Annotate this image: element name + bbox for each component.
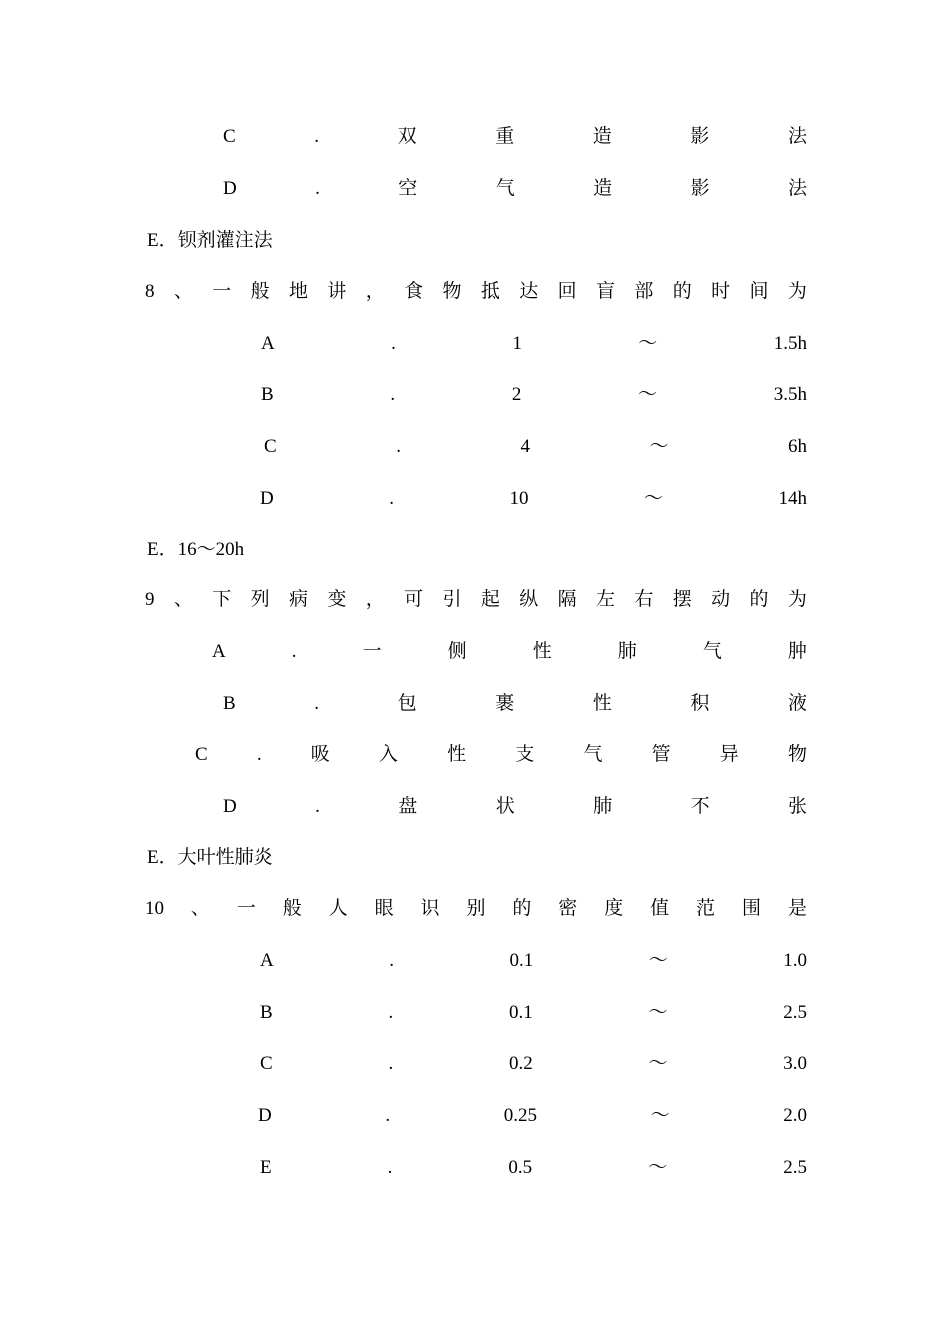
question-token: 变 — [327, 589, 347, 610]
question-token: 地 — [288, 281, 308, 302]
option-token: D — [258, 1105, 272, 1126]
option-token: 0.5 — [508, 1157, 533, 1178]
option-token: 吸 — [310, 744, 330, 765]
question-token: ， — [365, 281, 385, 302]
option-token: ～ — [649, 436, 669, 457]
question-token: 的 — [512, 898, 532, 919]
option-token: C — [195, 744, 208, 765]
question-token: 讲 — [327, 281, 347, 302]
question-token: 食 — [404, 281, 424, 302]
option-token: . — [390, 384, 396, 405]
question-line — [145, 894, 807, 924]
option-line — [260, 998, 807, 1028]
question-token: 的 — [749, 589, 769, 610]
option-token: E — [260, 1157, 272, 1178]
question-token: 般 — [282, 898, 302, 919]
option-text: E．钡剂灌注法 — [147, 230, 273, 251]
option-token: B — [261, 384, 274, 405]
question-token: 摆 — [672, 589, 692, 610]
option-token: . — [314, 693, 320, 714]
option-line — [261, 380, 807, 410]
option-token: B — [260, 1002, 273, 1023]
question-token: 一 — [236, 898, 256, 919]
option-token: . — [291, 641, 297, 662]
option-token: . — [315, 178, 320, 199]
question-token: 眼 — [374, 898, 394, 919]
option-token: . — [389, 950, 394, 971]
option-line — [147, 226, 273, 256]
option-token: 4 — [520, 436, 530, 457]
question-token: 达 — [519, 281, 539, 302]
option-token: 14h — [778, 488, 807, 509]
option-line — [147, 535, 244, 565]
option-token: 物 — [787, 744, 807, 765]
option-token: A — [260, 950, 274, 971]
option-token: 造 — [592, 126, 612, 147]
option-token: 0.25 — [503, 1105, 537, 1126]
option-token: D — [260, 488, 274, 509]
option-line — [223, 174, 807, 204]
question-token: 下 — [212, 589, 232, 610]
option-token: 1.0 — [783, 950, 807, 971]
option-line — [223, 792, 807, 822]
option-token: A — [261, 333, 275, 354]
option-token: 支 — [515, 744, 535, 765]
question-token: ， — [365, 589, 385, 610]
question-token: 起 — [480, 589, 500, 610]
question-token: 部 — [634, 281, 654, 302]
option-token: 造 — [593, 178, 613, 199]
option-token: 0.1 — [509, 950, 534, 971]
option-token: 盘 — [398, 796, 418, 817]
question-token: 病 — [288, 589, 308, 610]
option-token: 空 — [398, 178, 418, 199]
question-token: 9 — [145, 589, 155, 610]
option-token: 3.0 — [783, 1053, 807, 1074]
question-token: 右 — [634, 589, 654, 610]
option-token: 10 — [509, 488, 529, 509]
question-token: 度 — [604, 898, 624, 919]
question-token: 为 — [787, 281, 807, 302]
option-token: 不 — [690, 796, 710, 817]
question-token: 人 — [328, 898, 348, 919]
question-token: 盲 — [595, 281, 615, 302]
option-token: 影 — [690, 126, 710, 147]
option-line — [195, 740, 807, 770]
question-token: 值 — [650, 898, 670, 919]
question-token: 密 — [558, 898, 578, 919]
question-token: 物 — [442, 281, 462, 302]
option-line — [147, 843, 273, 873]
option-token: 影 — [690, 178, 710, 199]
question-token: 、 — [173, 281, 193, 302]
option-token: 0.1 — [508, 1002, 533, 1023]
option-token: D — [223, 178, 237, 199]
option-token: . — [396, 436, 401, 457]
option-token: 张 — [787, 796, 807, 817]
option-token: 6h — [787, 436, 807, 457]
option-text: E．16～20h — [147, 539, 245, 560]
question-token: 一 — [212, 281, 232, 302]
option-token: . — [256, 744, 262, 765]
option-token: . — [387, 1157, 393, 1178]
option-token: ～ — [648, 1157, 668, 1178]
option-token: ～ — [650, 1105, 670, 1126]
option-line — [223, 122, 807, 152]
option-token: 2.5 — [783, 1002, 807, 1023]
option-token: 2.5 — [783, 1157, 807, 1178]
option-token: 双 — [397, 126, 417, 147]
option-token: . — [391, 333, 396, 354]
question-token: 左 — [595, 589, 615, 610]
option-line — [260, 946, 807, 976]
question-token: 间 — [749, 281, 769, 302]
option-token: 气 — [702, 641, 722, 662]
option-line — [212, 637, 807, 667]
question-line — [145, 277, 807, 307]
option-text: E．大叶性肺炎 — [147, 847, 273, 868]
option-token: 状 — [495, 796, 515, 817]
question-token: 隔 — [557, 589, 577, 610]
option-token: ～ — [643, 488, 663, 509]
question-token: 纵 — [519, 589, 539, 610]
question-token: 、 — [190, 898, 210, 919]
option-token: 1.5h — [773, 333, 807, 354]
option-token: C — [223, 126, 236, 147]
option-token: 液 — [787, 693, 807, 714]
question-token: 可 — [404, 589, 424, 610]
option-token: . — [385, 1105, 391, 1126]
option-token: C — [260, 1053, 273, 1074]
option-token: 性 — [447, 744, 467, 765]
option-token: D — [223, 796, 237, 817]
question-token: 别 — [466, 898, 486, 919]
option-token: 裹 — [495, 693, 515, 714]
option-line — [261, 329, 807, 359]
option-line — [260, 484, 807, 514]
option-token: C — [264, 436, 277, 457]
question-line — [145, 585, 807, 615]
question-token: 般 — [250, 281, 270, 302]
option-token: 一 — [362, 641, 382, 662]
option-token: 包 — [397, 693, 417, 714]
option-token: A — [212, 641, 226, 662]
option-token: B — [223, 693, 236, 714]
option-token: ～ — [638, 333, 658, 354]
option-token: 2.0 — [783, 1105, 807, 1126]
option-token: 法 — [787, 178, 807, 199]
option-token: . — [389, 488, 394, 509]
option-token: 性 — [592, 693, 612, 714]
option-line — [264, 432, 807, 462]
option-token: ～ — [648, 1002, 668, 1023]
option-token: ～ — [638, 384, 658, 405]
option-token: 2 — [511, 384, 522, 405]
option-token: ～ — [648, 950, 668, 971]
question-token: 抵 — [480, 281, 500, 302]
question-token: 时 — [711, 281, 731, 302]
option-line — [260, 1049, 807, 1079]
option-token: 侧 — [447, 641, 467, 662]
option-line — [258, 1101, 807, 1131]
option-token: 法 — [787, 126, 807, 147]
question-token: 列 — [250, 589, 270, 610]
option-token: 3.5h — [773, 384, 807, 405]
option-token: . — [388, 1053, 394, 1074]
option-line — [223, 689, 807, 719]
question-token: 回 — [557, 281, 577, 302]
option-token: 积 — [690, 693, 710, 714]
option-line — [260, 1153, 807, 1183]
option-token: 肺 — [617, 641, 637, 662]
question-token: 的 — [672, 281, 692, 302]
question-token: 为 — [787, 589, 807, 610]
option-token: . — [314, 126, 320, 147]
question-token: 8 — [145, 281, 155, 302]
option-token: 管 — [651, 744, 671, 765]
question-token: 、 — [173, 589, 193, 610]
question-token: 是 — [787, 898, 807, 919]
option-token: 气 — [495, 178, 515, 199]
option-token: 异 — [719, 744, 739, 765]
option-token: 入 — [378, 744, 398, 765]
option-token: 1 — [512, 333, 522, 354]
option-token: . — [315, 796, 320, 817]
question-token: 识 — [420, 898, 440, 919]
question-token: 引 — [442, 589, 462, 610]
option-token: 重 — [495, 126, 515, 147]
question-token: 围 — [741, 898, 761, 919]
option-token: 性 — [532, 641, 552, 662]
question-token: 10 — [145, 898, 164, 919]
option-token: ～ — [648, 1053, 668, 1074]
option-token: 气 — [583, 744, 603, 765]
question-token: 范 — [696, 898, 716, 919]
option-token: . — [388, 1002, 394, 1023]
option-token: 肺 — [593, 796, 613, 817]
option-token: 0.2 — [508, 1053, 533, 1074]
option-token: 肿 — [787, 641, 807, 662]
question-token: 动 — [711, 589, 731, 610]
